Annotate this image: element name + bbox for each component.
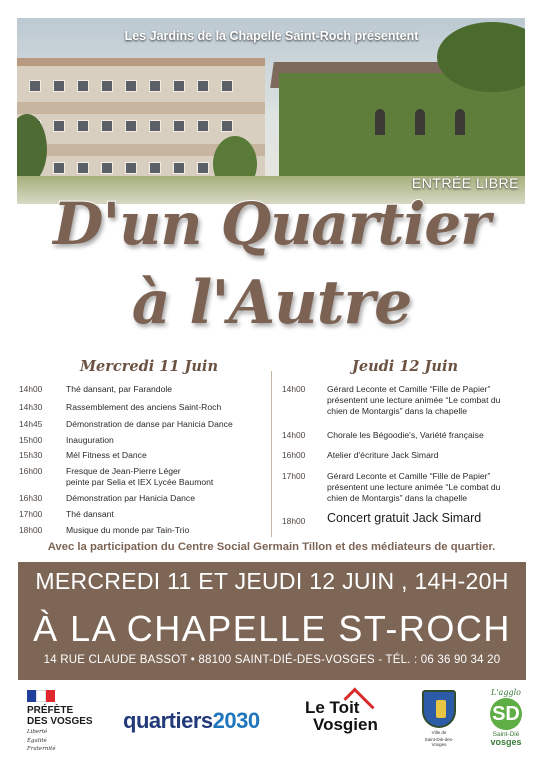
main-title-line-1: D'un Quartier bbox=[53, 190, 490, 258]
day2-event-line3: chien de Montargis” dans la chapelle bbox=[327, 493, 467, 503]
day1-event: Thé dansant bbox=[66, 509, 114, 519]
prefecture-name-line2: DES VOSGES bbox=[27, 716, 93, 727]
motto-fraternite: Fraternité bbox=[27, 746, 56, 753]
day1-event: Musique du monde par Tain-Trio bbox=[66, 525, 190, 535]
day1-time: 14h45 bbox=[19, 419, 43, 429]
day1-time: 16h30 bbox=[19, 493, 43, 503]
intro-text: Les Jardins de la Chapelle Saint-Roch présentent bbox=[124, 29, 419, 43]
entry-label: ENTRÉE LIBRE bbox=[411, 175, 519, 191]
prefecture-logo bbox=[27, 690, 107, 753]
day2-event: Gérard Leconte et Camille “Fille de Papier” bbox=[327, 384, 491, 394]
banner-dates: MERCREDI 11 ET JEUDI 12 JUIN , 14H-20H bbox=[35, 568, 509, 594]
banner-place: À LA CHAPELLE ST-ROCH bbox=[33, 608, 511, 649]
day2-event: Atelier d'écriture Jack Simard bbox=[327, 450, 439, 460]
info-banner bbox=[18, 562, 526, 680]
prefecture-name-line1: PRÉFÈTE bbox=[27, 705, 74, 716]
quartiers-word: quartiers bbox=[123, 708, 213, 733]
day1-heading: Mercredi 11 Juin bbox=[80, 358, 218, 375]
day1-time: 14h30 bbox=[19, 402, 43, 412]
letoit-line2: Vosgien bbox=[313, 715, 378, 734]
day1-time: 16h00 bbox=[19, 466, 43, 476]
day2-event-concert: Concert gratuit Jack Simard bbox=[327, 511, 482, 525]
quartiers-2030-logo bbox=[123, 708, 260, 734]
agglo-line2: vosges bbox=[490, 737, 522, 747]
crest-icon bbox=[422, 690, 456, 728]
day2-time: 14h00 bbox=[282, 384, 306, 394]
day1-time: 15h30 bbox=[19, 450, 43, 460]
day1-time: 15h00 bbox=[19, 435, 43, 445]
day2-time: 16h00 bbox=[282, 450, 306, 460]
day2-time: 17h00 bbox=[282, 471, 306, 481]
city-crest-logo bbox=[418, 690, 460, 748]
agglo-logo bbox=[481, 688, 531, 747]
day1-time: 18h00 bbox=[19, 525, 43, 535]
main-title-line-2: à l'Autre bbox=[131, 268, 412, 338]
agglo-line1: Saint-Dié bbox=[492, 731, 520, 738]
day1-event: Mél Fitness et Dance bbox=[66, 450, 147, 460]
motto-liberte: Liberté bbox=[27, 729, 48, 735]
french-flag-icon bbox=[27, 690, 55, 702]
agglo-top-label: L'agglo bbox=[491, 688, 521, 697]
day1-event: Inauguration bbox=[66, 435, 114, 445]
day2-time: 18h00 bbox=[282, 516, 306, 526]
day2-event: Chorale les Bégoodie's, Variété française bbox=[327, 430, 484, 440]
day1-event-line2: peinte par Selia et IEX Lycée Baumont bbox=[66, 477, 214, 487]
letoit-line1: Le Toit bbox=[305, 698, 360, 717]
day1-event: Fresque de Jean-Pierre Léger bbox=[66, 466, 181, 476]
banner-address: 14 RUE CLAUDE BASSOT • 88100 SAINT-DIÉ-DES-VOSGES - TÉL. : 06 36 90 34 20 bbox=[43, 654, 501, 666]
day1-event: Rassemblement des anciens Saint-Roch bbox=[66, 402, 222, 412]
day1-event: Thé dansant, par Farandole bbox=[66, 384, 173, 394]
day1-time: 17h00 bbox=[19, 509, 43, 519]
day1-time: 14h00 bbox=[19, 384, 43, 394]
day2-event-line2: présentent une lecture animée “Le combat du bbox=[327, 395, 501, 405]
agglo-mark-icon: SD bbox=[490, 698, 522, 730]
day1-event: Démonstration de danse par Hanicia Dance bbox=[66, 419, 233, 429]
participation-note: Avec la participation du Centre Social Germain Tillon et des médiateurs de quartier. bbox=[47, 541, 496, 553]
day2-heading: Jeudi 12 Juin bbox=[352, 358, 459, 375]
day1-event: Démonstration par Hanicia Dance bbox=[66, 493, 195, 503]
column-divider bbox=[271, 371, 272, 537]
city-name-line2: Saint-Dié-des-Vosges bbox=[424, 737, 454, 748]
day2-time: 14h00 bbox=[282, 430, 306, 440]
quartiers-year: 2030 bbox=[212, 708, 260, 733]
day2-event-line2: présentent une lecture animée “Le combat du bbox=[327, 482, 501, 492]
city-name-line1: Ville de bbox=[431, 730, 447, 735]
day2-event-line3: chien de Montargis” dans la chapelle bbox=[327, 406, 467, 416]
motto-egalite: Égalité bbox=[27, 737, 47, 744]
day2-event: Gérard Leconte et Camille “Fille de Papier” bbox=[327, 471, 491, 481]
le-toit-vosgien-logo bbox=[305, 699, 395, 733]
